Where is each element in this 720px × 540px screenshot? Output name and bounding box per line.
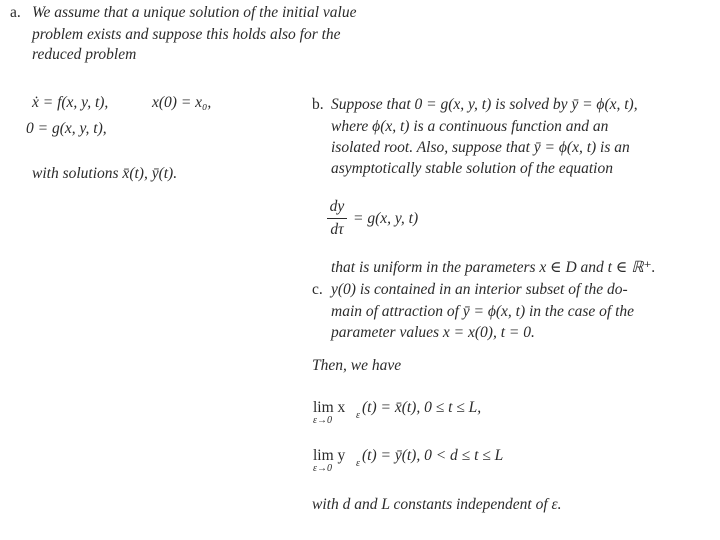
- item-a-text-line-2: problem exists and suppose this holds also for the: [32, 26, 341, 43]
- item-c-text-line-2: main of attraction of ȳ = ϕ(x, t) in the case of the: [331, 303, 635, 320]
- fraction-numerator: dy: [329, 198, 345, 215]
- limit-2-eps-subscript: ε: [356, 458, 360, 469]
- solutions-text: with solutions x̄(t), ȳ(t).: [32, 165, 178, 182]
- item-b-text-line-1: Suppose that 0 = g(x, y, t) is solved by ȳ = ϕ(x, t),: [331, 96, 638, 113]
- constants-text: with d and L constants independent of ε.: [312, 496, 562, 513]
- limit-1-lim: lim x: [313, 399, 346, 416]
- limit-2-lim: lim y: [313, 447, 346, 464]
- item-c-text-line-3: parameter values x = x(0), t = 0.: [331, 324, 535, 341]
- item-a-text-line-3: reduced problem: [32, 46, 137, 63]
- limit-2-under: ε→0: [313, 463, 332, 474]
- then-text: Then, we have: [312, 357, 402, 374]
- equation-xdot: ẋ = f(x, y, t),: [32, 94, 109, 111]
- fraction-rhs: = g(x, y, t): [353, 210, 419, 227]
- equation-constraint: 0 = g(x, y, t),: [26, 120, 107, 137]
- item-b-text-line-2: where ϕ(x, t) is a continuous function and an: [331, 118, 609, 135]
- equation-initial-condition: x(0) = x₀,: [152, 94, 212, 111]
- limit-2-expression: (t) = ȳ(t), 0 < d ≤ t ≤ L: [362, 447, 504, 464]
- limit-1-under: ε→0: [313, 415, 332, 426]
- fraction-denominator: dτ: [330, 221, 344, 238]
- item-c-label: c.: [312, 281, 323, 298]
- uniform-text: that is uniform in the parameters x ∈ D and t ∈ ℝ⁺.: [331, 259, 656, 276]
- item-a-label: a.: [10, 4, 21, 21]
- item-c-text-line-1: y(0) is contained in an interior subset of the do-: [331, 281, 628, 298]
- item-b-label: b.: [312, 96, 324, 113]
- item-a-text-line-1: We assume that a unique solution of the initial value: [32, 4, 357, 21]
- fraction-bar: [327, 218, 347, 219]
- item-b-text-line-4: asymptotically stable solution of the equation: [331, 160, 613, 177]
- item-b-text-line-3: isolated root. Also, suppose that ȳ = ϕ(x, t) is an: [331, 139, 630, 156]
- limit-1-expression: (t) = x̄(t), 0 ≤ t ≤ L,: [362, 399, 482, 416]
- limit-1-eps-subscript: ε: [356, 410, 360, 421]
